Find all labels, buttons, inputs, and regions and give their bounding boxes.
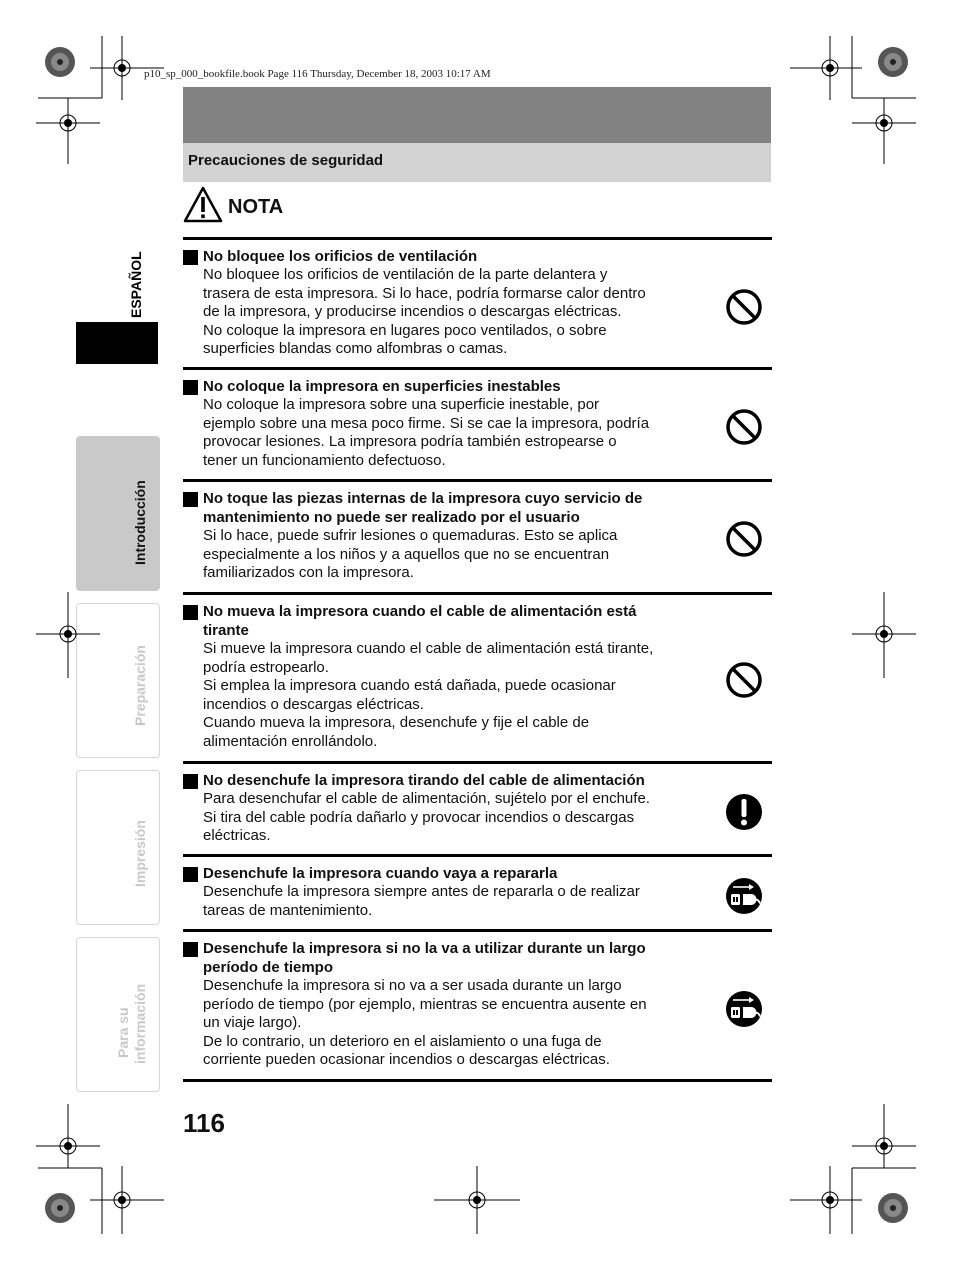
item-text: Si lo hace, puede sufrir lesiones o quemaduras. Esto se aplica especialmente a los niños y a aquellos que no se encuentran familiarizados con la impresora. <box>203 527 618 582</box>
item-title: No mueva la impresora cuando el cable de alimentación está tirante <box>203 603 637 639</box>
item-title: Desenchufe la impresora si no la va a utilizar durante un largo período de tiempo <box>203 940 646 976</box>
item-title: No toque las piezas internas de la impresora cuyo servicio de mantenimiento no puede ser realizado por el usuario <box>203 490 643 526</box>
item-text: No bloquee los orificios de ventilación de la parte delantera y trasera de esta impresora. Si lo hace, podría formarse calor dentro de la impresora, y producirse incendios o descargas eléctricas. No coloque la impresora en lugares poco ventilados, o sobre superficies blandas como alfombras o camas. <box>203 266 646 358</box>
item-text: Desenchufe la impresora si no va a ser usada durante un largo período de tiempo (por ejemplo, mientras se encuentra ausente en un viaje largo). De lo contrario, un deterioro en el aislamiento o una fuga de corriente pueden ocasionar incendios o descargas eléctricas. <box>203 977 647 1069</box>
tab-preparacion-label: Preparación <box>132 645 148 726</box>
item-title: No coloque la impresora en superficies inestables <box>203 378 561 395</box>
item-text: Si mueve la impresora cuando el cable de alimentación está tirante, podría estropearlo. Si emplea la impresora cuando está dañada, puede ocasionar incendios o descargas eléctricas. Cuando mueva la impresora, desenchufe y fije el cable de alimentación enrollándolo. <box>203 640 654 750</box>
item-text: Para desenchufar el cable de alimentación, sujételo por el enchufe. Si tira del cable podría dañarlo y provocar incendios o descargas eléctricas. <box>203 790 650 845</box>
tab-para-su-label-1: Para su <box>115 1007 131 1058</box>
page-number: 116 <box>183 1108 225 1138</box>
item-text: No coloque la impresora sobre una superficie inestable, por ejemplo sobre una mesa poco firme. Si se cae la impresora, podría provocar lesiones. La impresora podría también estropearse o tener un funcionamiento defectuoso. <box>203 396 650 469</box>
tab-impresion-label: Impresión <box>132 820 148 887</box>
nota-heading: NOTA <box>228 196 284 218</box>
item-text: Desenchufe la impresora siempre antes de repararla o de realizar tareas de mantenimiento. <box>203 883 640 919</box>
tab-introduccion-label: Introducción <box>132 480 148 565</box>
item-title: No bloquee los orificios de ventilación <box>203 248 478 265</box>
tab-para-su-label-2: información <box>132 983 148 1064</box>
item-title: No desenchufe la impresora tirando del cable de alimentación <box>203 772 645 789</box>
language-label: ESPAÑOL <box>128 251 144 318</box>
section-title: Precauciones de seguridad <box>188 152 384 169</box>
book-header-line: p10_sp_000_bookfile.book Page 116 Thursday, December 18, 2003 10:17 AM <box>144 68 491 80</box>
item-title: Desenchufe la impresora cuando vaya a repararla <box>203 865 558 882</box>
